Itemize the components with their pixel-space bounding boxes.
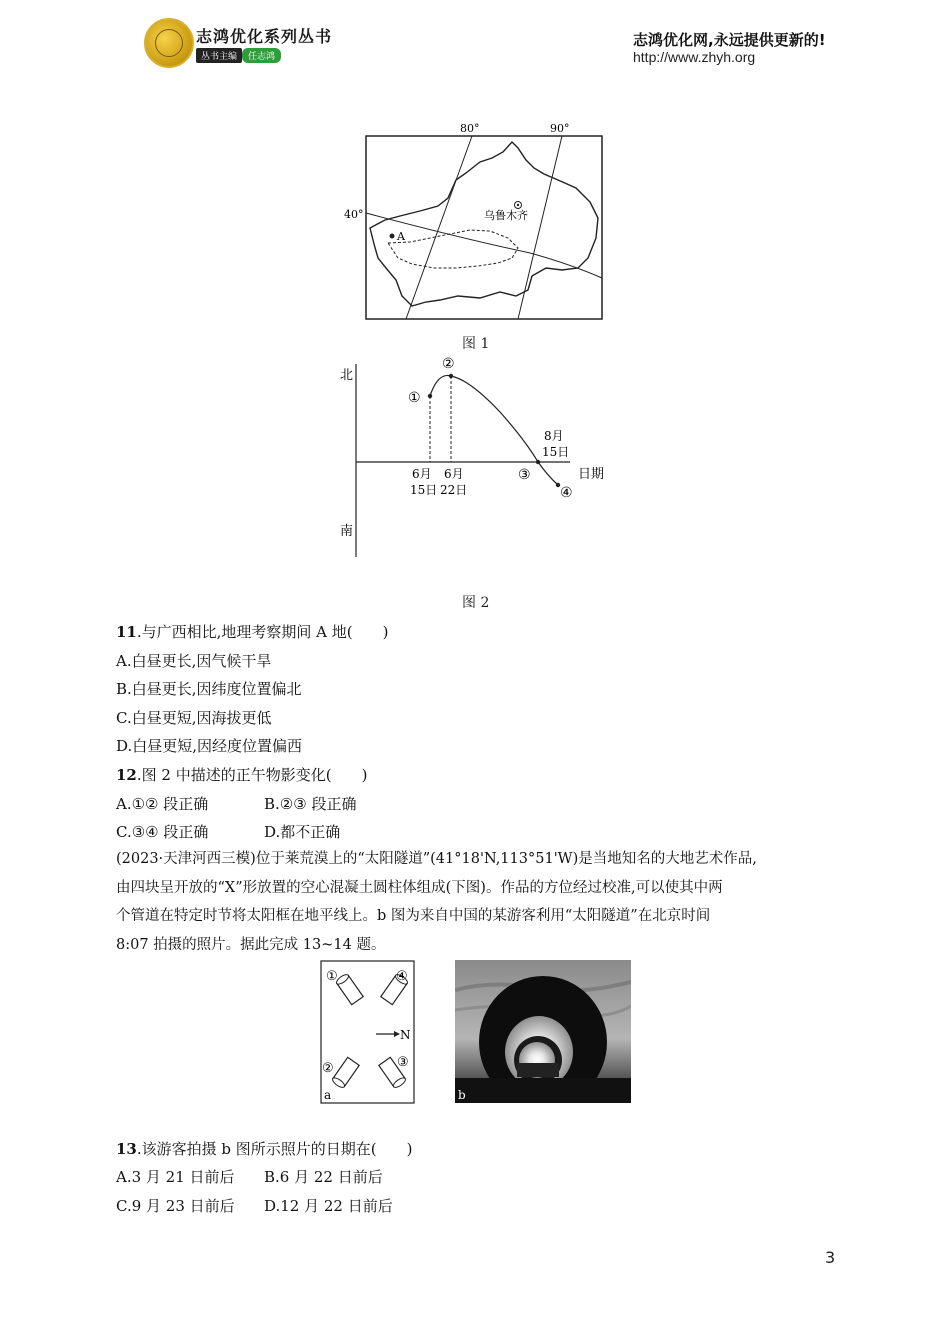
label-80: 80° [460,122,480,135]
marker-1: ① [408,390,421,406]
passage-line-3: 个管道在特定时节将太阳框在地平线上。b 图为来自中国的某游客利用“太阳隧道”在北京时间 [116,908,711,924]
point-1 [428,394,432,398]
passage-line-2: 由四块呈开放的“X”形放置的空心混凝土圆柱体组成(下图)。作品的方位经过校准,可以使其中两 [116,879,723,896]
point-a-marker-icon [390,234,395,239]
q11-option-b[interactable]: B.白昼更长,因纬度位置偏北 [116,680,302,698]
question-11-stem: .与广西相比,地理考察期间 A 地( ) [136,623,389,641]
tube-4-label: ④ [396,969,408,984]
tube-3-label: ③ [397,1055,409,1070]
question-13-stem: .该游客拍摄 b 图所示照片的日期在( ) [136,1140,413,1158]
meridian-80 [406,136,472,319]
date2-day: 22日 [440,483,468,497]
label-90: 90° [550,122,570,135]
figure-b-label: b [458,1088,466,1102]
editor-name: 任志鸿 [242,48,281,63]
q12-option-c[interactable]: C.③④ 段正确 [116,823,209,841]
label-date-axis: 日期 [578,467,605,482]
q12-option-a[interactable]: A.①② 段正确 [116,795,209,813]
question-12-stem: .图 2 中描述的正午物影变化( ) [136,766,368,784]
passage-line-1: (2023·天津河西三模)位于莱荒漠上的“太阳隧道”(41°18'N,113°51'W)是当地知名的大地艺术作品, [116,851,757,867]
figure1-map [340,118,620,328]
tube-1-label: ① [326,969,338,984]
q12-option-d[interactable]: D.都不正确 [264,823,341,841]
marker-3: ③ [518,467,531,483]
region-outline [370,142,598,306]
photo-ground [455,1078,631,1103]
publisher-logo [144,18,194,68]
question-12 [116,764,367,785]
slogan: 志鸿优化网,永远提供更新的! [633,31,826,49]
passage-line-4: 8:07 拍摄的照片。据此完成 13~14 题。 [116,936,386,953]
q11-option-a[interactable]: A.白昼更长,因气候干旱 [116,652,272,670]
q13-option-c[interactable]: C.9 月 23 日前后 [116,1197,235,1215]
label-40: 40° [344,208,364,221]
q11-option-c[interactable]: C.白昼更短,因海拔更低 [116,709,272,727]
q11-option-d[interactable]: D.白昼更短,因经度位置偏西 [116,737,303,755]
question-11-number: 11 [116,623,137,641]
figure-b-photo [455,960,631,1103]
question-13-number: 13 [116,1140,137,1158]
date1-month: 6月 [412,467,432,481]
point-2 [449,374,453,378]
map-frame [366,136,602,319]
q13-option-a[interactable]: A.3 月 21 日前后 [116,1168,235,1186]
question-12-number: 12 [116,766,137,784]
label-south: 南 [340,524,354,539]
figure2-shadow-graph [330,352,620,562]
logo-emblem-icon [155,29,183,57]
marker-2: ② [442,356,455,372]
editor-label: 丛书主编 [196,48,242,63]
series-title: 志鸿优化系列丛书 [196,27,333,46]
q13-option-b[interactable]: B.6 月 22 日前后 [264,1168,383,1186]
figure-a-label: a [324,1088,332,1102]
page-number: 3 [825,1248,836,1267]
date1-day: 15日 [410,483,438,497]
question-11 [116,621,389,642]
figure2-caption: 图 2 [462,595,490,611]
tube-2-label: ② [322,1061,334,1076]
date3-month: 8月 [544,429,564,443]
figure1-caption: 图 1 [462,336,490,352]
label-north: 北 [340,368,354,383]
label-urumqi: 乌鲁木齐 [484,209,528,222]
figure-a-layout [320,960,416,1105]
q13-option-d[interactable]: D.12 月 22 日前后 [264,1197,393,1215]
point-3 [536,460,540,464]
date3-day: 15日 [542,445,570,459]
parallel-40 [366,213,602,278]
q12-option-b[interactable]: B.②③ 段正确 [264,795,357,813]
site-url[interactable]: http://www.zhyh.org [633,49,756,65]
question-13 [116,1138,413,1159]
passage [116,845,836,959]
north-label: N [400,1028,411,1042]
date2-month: 6月 [444,467,464,481]
marker-4: ④ [560,485,573,501]
label-a: A [397,230,405,243]
